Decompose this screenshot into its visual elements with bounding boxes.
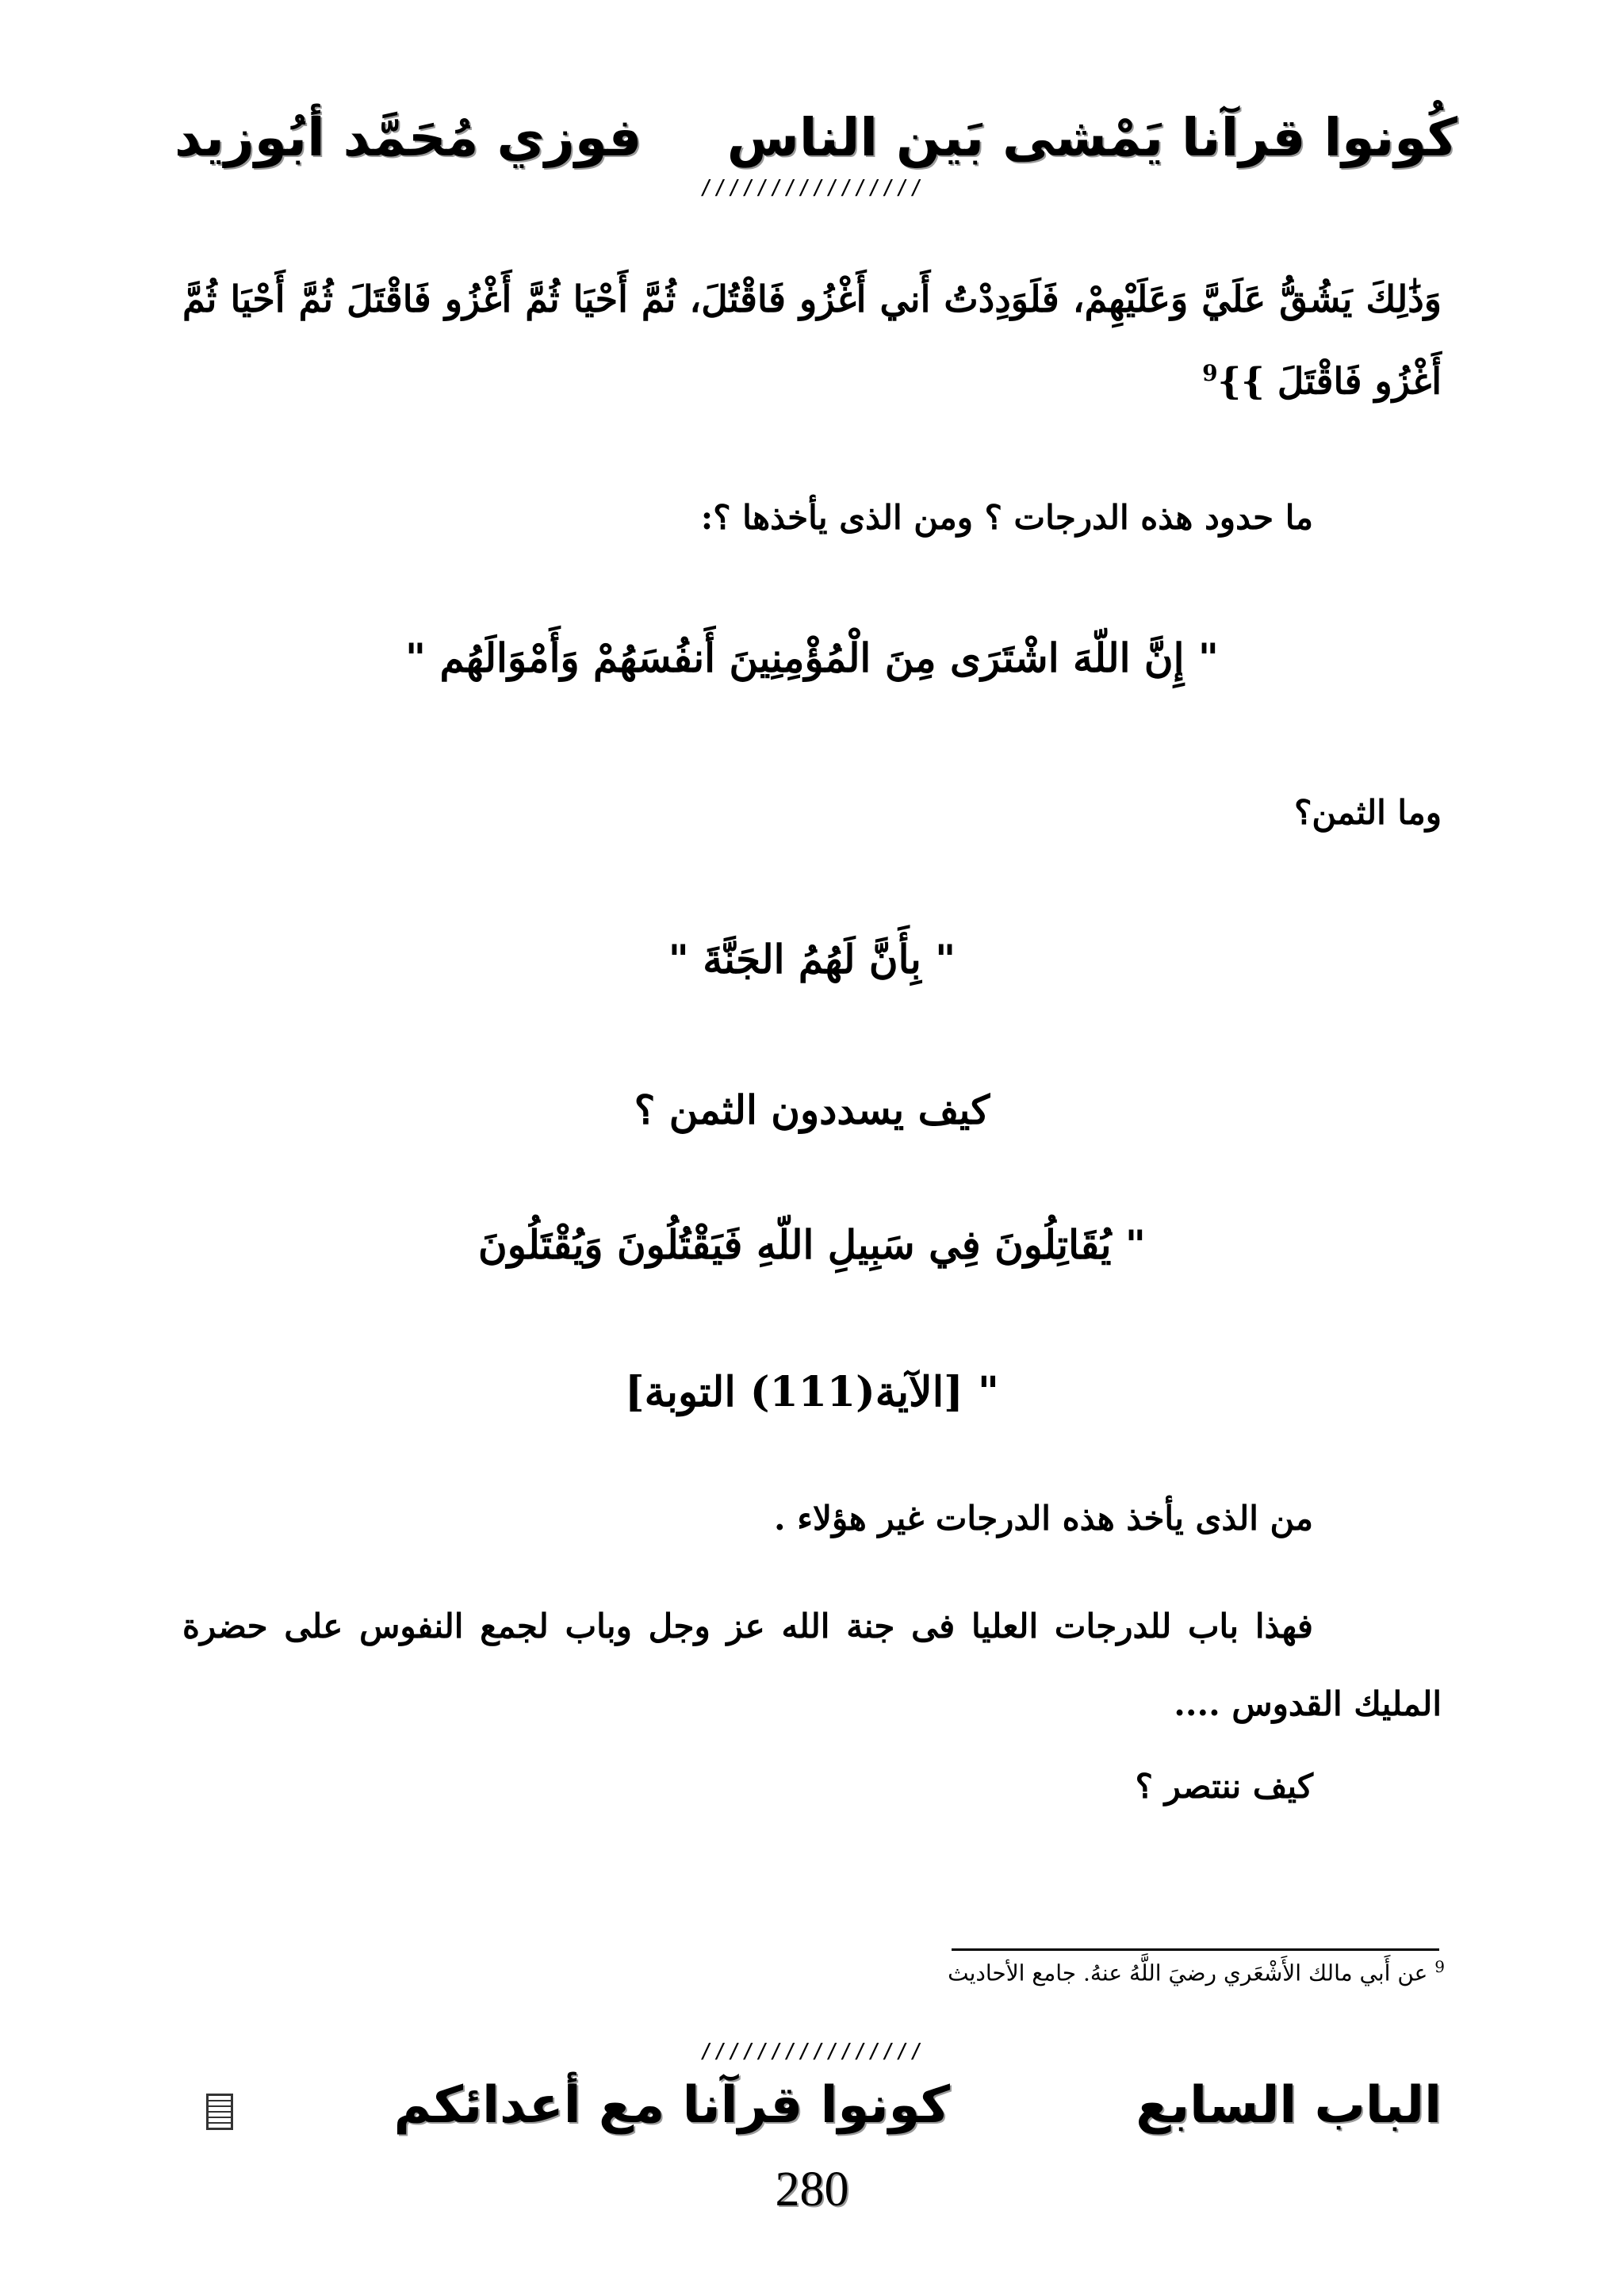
hadith-paragraph (182, 262, 1442, 418)
question-how-pay: كيف يسددون الثمن ؟ (634, 1086, 990, 1133)
quran-verse-fight: " يُقَاتِلُونَ فِي سَبِيلِ اللّهِ فَيَقْتُلُونَ وَيُقْتَلُونَ (478, 1221, 1146, 1268)
footnote (182, 1957, 1445, 1986)
question-price: وما الثمن؟ (1294, 793, 1442, 832)
author-name: فوزي مُحَمَّد أبُوزيد (174, 106, 642, 168)
statement-gate-of-degrees: فهذا باب للدرجات العليا فى جنة الله عز وجل وباب لجمع النفوس على حضرة المليك القدوس .... (182, 1607, 1442, 1723)
footer-divider: //////////////// (699, 2040, 925, 2063)
section-title: كونوا قرآنا مع أعدائكم (393, 2076, 950, 2135)
footnote-reference: 9 (1202, 360, 1218, 386)
page-footer (174, 2076, 1442, 2163)
chapter-name: الباب السابع (1136, 2076, 1442, 2135)
verse-citation: " [الآية(111) التوبة] (625, 1368, 999, 1416)
footnote-separator (952, 1948, 1439, 1951)
page-header (174, 94, 1457, 181)
statement-who-takes: من الذى يأخذ هذه الدرجات غير هؤلاء . (774, 1499, 1313, 1538)
quran-verse-paradise: " بِأَنَّ لَهُمُ الجَنَّةَ " (668, 936, 956, 983)
page-number: 280 (775, 2163, 849, 2216)
footnote-number: 9 (1434, 1957, 1445, 1976)
header-divider: //////////////// (699, 176, 925, 200)
book-title: كُونوا قرآنا يَمْشى بَين الناس (726, 106, 1457, 168)
footnote-text: عن أَبي مالك الأَشْعَري رضيَ اللَّهُ عنهُ. جامع الأحاديث (948, 1960, 1428, 1986)
hadith-text: وَذَٰلِكَ يَشُقُّ عَلَيَّ وَعَلَيْهِمْ، فَلَوَدِدْتُ أَني أَغْزُو فَاقْتُلَ، ثُمَّ أَحْيَا ثُمَّ أَغْزُو فَاقْتَلَ ثُمَّ أَحْيَا ثُمَّ أَغْزُو فَاقْتَلَ }} (182, 278, 1442, 403)
question-how-victory: كيف ننتصر ؟ (1135, 1767, 1313, 1806)
question-limits-of-degrees: ما حدود هذه الدرجات ؟ ومن الذى يأخذها ؟: (700, 498, 1313, 537)
document-lines-icon (206, 2094, 233, 2130)
quran-verse-purchase: " إِنَّ اللّهَ اشْتَرَى مِنَ الْمُؤْمِنِينَ أَنفُسَهُمْ وَأَمْوَالَهُم " (405, 634, 1219, 681)
